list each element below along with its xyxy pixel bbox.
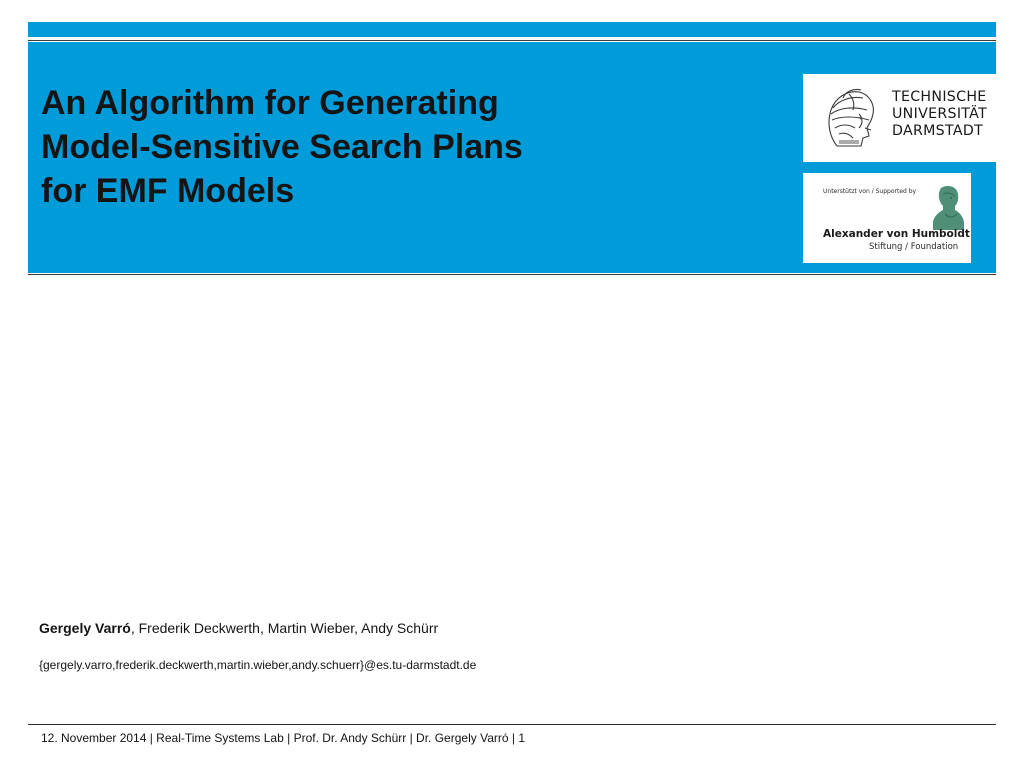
author-list [39,620,438,636]
tu-name-line-3: DARMSTADT [892,123,984,139]
athena-head-icon [819,84,879,152]
slide-title-line-2: Model-Sensitive Search Plans [41,128,523,166]
humboldt-bust-icon [931,184,965,230]
author-emails: {gergely.varro,frederik.deckwerth,martin.wieber,andy.schuerr}@es.tu-darmstadt.de [39,658,477,672]
title-band-bottom-rule [28,274,996,275]
slide-title-line-1: An Algorithm for Generating [41,84,499,122]
avh-supported-by-text: Unterstützt von / Supported by [823,188,917,195]
footer-rule [28,724,996,725]
slide-title [41,81,761,213]
avh-name: Alexander von Humboldt [823,228,970,240]
tu-darmstadt-logo [803,74,1011,162]
co-authors: , Frederik Deckwerth, Martin Wieber, Andy Schürr [130,620,439,636]
avh-foundation: Stiftung / Foundation [869,242,959,252]
tu-darmstadt-wordmark [892,89,987,140]
header-top-strip [28,22,996,37]
humboldt-foundation-logo [803,173,971,263]
slide-title-line-3: for EMF Models [41,172,295,210]
tu-name-line-1: TECHNISCHE [892,89,987,105]
slide-footer: 12. November 2014 | Real-Time Systems Lab | Prof. Dr. Andy Schürr | Dr. Gergely Varró | 1 [41,731,525,745]
header-top-rule [28,40,996,41]
lead-author: Gergely Varró [39,620,131,636]
tu-name-line-2: UNIVERSITÄT [892,106,988,122]
